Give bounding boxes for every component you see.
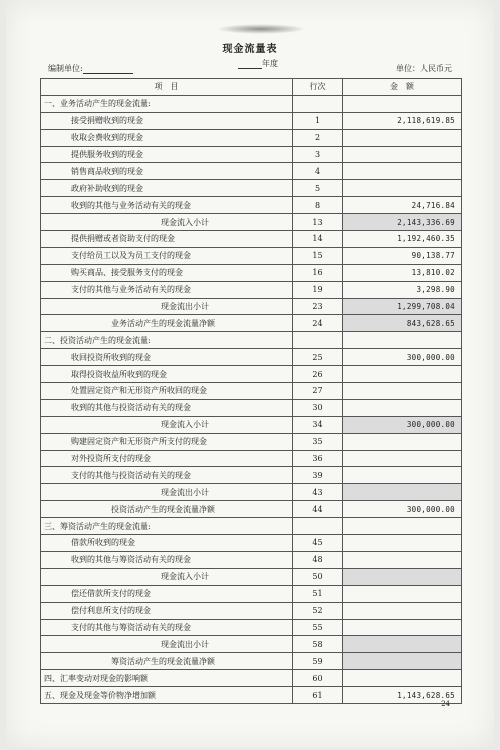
table-row bbox=[41, 484, 462, 501]
table-row bbox=[41, 551, 462, 568]
row-line-number: 24 bbox=[293, 315, 343, 332]
row-label: 投资活动产生的现金流量净额 bbox=[41, 501, 293, 518]
row-label: 收回投资所收到的现金 bbox=[41, 349, 293, 366]
row-amount bbox=[343, 636, 462, 653]
table-row bbox=[41, 197, 462, 214]
row-line-number: 48 bbox=[293, 551, 343, 568]
row-line-number: 13 bbox=[293, 214, 343, 231]
row-line-number: 35 bbox=[293, 433, 343, 450]
row-label: 二、投资活动产生的现金流量: bbox=[41, 332, 293, 349]
table-row bbox=[41, 619, 462, 636]
document-page bbox=[6, 0, 494, 748]
header-amount: 金 额 bbox=[343, 79, 462, 96]
row-line-number: 34 bbox=[293, 416, 343, 433]
row-amount bbox=[343, 518, 462, 535]
row-line-number: 59 bbox=[293, 653, 343, 670]
row-amount bbox=[343, 670, 462, 687]
row-line-number bbox=[293, 332, 343, 349]
table-row bbox=[41, 653, 462, 670]
row-line-number: 43 bbox=[293, 484, 343, 501]
table-row bbox=[41, 180, 462, 197]
row-line-number bbox=[293, 518, 343, 535]
year-label: 年度 bbox=[262, 59, 278, 68]
row-amount: 2,118,619.85 bbox=[343, 112, 462, 129]
row-label: 销售商品收到的现金 bbox=[41, 163, 293, 180]
row-label: 借款所收到的现金 bbox=[41, 535, 293, 552]
table-row bbox=[41, 535, 462, 552]
row-amount: 13,810.02 bbox=[343, 264, 462, 281]
row-line-number: 52 bbox=[293, 602, 343, 619]
header-line-no: 行次 bbox=[293, 79, 343, 96]
row-label: 提供服务收到的现金 bbox=[41, 146, 293, 163]
year-blank bbox=[238, 59, 262, 69]
row-line-number: 51 bbox=[293, 585, 343, 602]
table-row bbox=[41, 433, 462, 450]
row-label: 取得投资收益所收到的现金 bbox=[41, 366, 293, 383]
table-row bbox=[41, 247, 462, 264]
row-line-number: 58 bbox=[293, 636, 343, 653]
row-line-number: 5 bbox=[293, 180, 343, 197]
row-label: 业务活动产生的现金流量净额 bbox=[41, 315, 293, 332]
row-line-number: 36 bbox=[293, 450, 343, 467]
table-row bbox=[41, 636, 462, 653]
row-label: 购买商品、接受服务支付的现金 bbox=[41, 264, 293, 281]
table-row bbox=[41, 163, 462, 180]
page-number: 24 bbox=[441, 700, 450, 708]
row-amount: 90,138.77 bbox=[343, 247, 462, 264]
row-amount bbox=[343, 535, 462, 552]
row-label: 支付的其他与投资活动有关的现金 bbox=[41, 467, 293, 484]
row-amount bbox=[343, 602, 462, 619]
row-label: 四、汇率变动对现金的影响额 bbox=[41, 670, 293, 687]
table-row bbox=[41, 264, 462, 281]
row-line-number: 26 bbox=[293, 366, 343, 383]
row-label: 支付的其他与筹资活动有关的现金 bbox=[41, 619, 293, 636]
table-row bbox=[41, 450, 462, 467]
header-item: 项 目 bbox=[41, 79, 293, 96]
table-header-row bbox=[41, 79, 462, 96]
row-label: 接受捐赠收到的现金 bbox=[41, 112, 293, 129]
table-row bbox=[41, 332, 462, 349]
row-amount bbox=[343, 163, 462, 180]
row-amount: 1,192,460.35 bbox=[343, 231, 462, 248]
row-label: 现金流入小计 bbox=[41, 568, 293, 585]
row-label: 现金流出小计 bbox=[41, 636, 293, 653]
table-row bbox=[41, 231, 462, 248]
row-line-number: 23 bbox=[293, 298, 343, 315]
row-amount bbox=[343, 585, 462, 602]
table-row bbox=[41, 416, 462, 433]
row-label: 收到的其他与筹资活动有关的现金 bbox=[41, 551, 293, 568]
row-line-number: 3 bbox=[293, 146, 343, 163]
row-amount: 843,628.65 bbox=[343, 315, 462, 332]
row-amount bbox=[343, 366, 462, 383]
row-line-number: 16 bbox=[293, 264, 343, 281]
row-amount: 2,143,336.69 bbox=[343, 214, 462, 231]
table-row bbox=[41, 214, 462, 231]
row-amount bbox=[343, 551, 462, 568]
row-amount bbox=[343, 484, 462, 501]
row-line-number: 8 bbox=[293, 197, 343, 214]
table-row bbox=[41, 670, 462, 687]
row-amount bbox=[343, 450, 462, 467]
row-amount bbox=[343, 332, 462, 349]
row-amount bbox=[343, 568, 462, 585]
table-row bbox=[41, 298, 462, 315]
row-label: 处置固定资产和无形资产所收回的现金 bbox=[41, 383, 293, 400]
table-row bbox=[41, 687, 462, 704]
row-label: 现金流入小计 bbox=[41, 416, 293, 433]
row-amount bbox=[343, 399, 462, 416]
table-row bbox=[41, 112, 462, 129]
row-line-number: 15 bbox=[293, 247, 343, 264]
table-row bbox=[41, 501, 462, 518]
stamp-smudge bbox=[216, 24, 306, 34]
row-label: 对外投资所支付的现金 bbox=[41, 450, 293, 467]
cash-flow-table bbox=[40, 78, 462, 704]
row-label: 提供捐赠或者资助支付的现金 bbox=[41, 231, 293, 248]
row-label: 支付给员工以及为员工支付的现金 bbox=[41, 247, 293, 264]
row-amount: 300,000.00 bbox=[343, 501, 462, 518]
row-amount bbox=[343, 653, 462, 670]
row-amount: 1,143,628.65 bbox=[343, 687, 462, 704]
preparer-field bbox=[48, 63, 133, 74]
row-line-number: 19 bbox=[293, 281, 343, 298]
row-line-number bbox=[293, 95, 343, 112]
row-line-number: 61 bbox=[293, 687, 343, 704]
row-line-number: 55 bbox=[293, 619, 343, 636]
table-row bbox=[41, 602, 462, 619]
table-row bbox=[41, 95, 462, 112]
row-line-number: 30 bbox=[293, 399, 343, 416]
document-title: 现金流量表 bbox=[222, 44, 278, 55]
table-row bbox=[41, 399, 462, 416]
table-row bbox=[41, 281, 462, 298]
row-line-number: 4 bbox=[293, 163, 343, 180]
row-line-number: 25 bbox=[293, 349, 343, 366]
row-line-number: 60 bbox=[293, 670, 343, 687]
row-label: 收到的其他与投资活动有关的现金 bbox=[41, 399, 293, 416]
row-line-number: 39 bbox=[293, 467, 343, 484]
row-amount: 1,299,708.04 bbox=[343, 298, 462, 315]
row-line-number: 44 bbox=[293, 501, 343, 518]
row-amount bbox=[343, 433, 462, 450]
table-row bbox=[41, 315, 462, 332]
row-amount bbox=[343, 619, 462, 636]
row-label: 收到的其他与业务活动有关的现金 bbox=[41, 197, 293, 214]
row-amount bbox=[343, 383, 462, 400]
table-row bbox=[41, 568, 462, 585]
table-row bbox=[41, 518, 462, 535]
row-label: 三、筹资活动产生的现金流量: bbox=[41, 518, 293, 535]
row-line-number: 14 bbox=[293, 231, 343, 248]
row-line-number: 2 bbox=[293, 129, 343, 146]
row-amount bbox=[343, 180, 462, 197]
row-amount bbox=[343, 95, 462, 112]
row-label: 筹资活动产生的现金流量净额 bbox=[41, 653, 293, 670]
row-line-number: 27 bbox=[293, 383, 343, 400]
preparer-label: 编制单位: bbox=[48, 64, 83, 73]
row-amount: 300,000.00 bbox=[343, 349, 462, 366]
row-amount bbox=[343, 129, 462, 146]
row-amount: 3,298.90 bbox=[343, 281, 462, 298]
row-label: 偿还借款所支付的现金 bbox=[41, 585, 293, 602]
row-label: 偿付利息所支付的现金 bbox=[41, 602, 293, 619]
table-row bbox=[41, 585, 462, 602]
row-label: 现金流出小计 bbox=[41, 484, 293, 501]
table-row bbox=[41, 129, 462, 146]
row-label: 购建固定资产和无形资产所支付的现金 bbox=[41, 433, 293, 450]
table-row bbox=[41, 349, 462, 366]
table-row bbox=[41, 366, 462, 383]
row-label: 五、现金及现金等价物净增加额 bbox=[41, 687, 293, 704]
row-label: 收取会费收到的现金 bbox=[41, 129, 293, 146]
preparer-blank bbox=[83, 64, 133, 74]
row-label: 一、业务活动产生的现金流量: bbox=[41, 95, 293, 112]
table-row bbox=[41, 467, 462, 484]
row-amount bbox=[343, 146, 462, 163]
row-label: 现金流出小计 bbox=[41, 298, 293, 315]
currency-unit: 单位：人民币元 bbox=[396, 64, 452, 73]
row-line-number: 1 bbox=[293, 112, 343, 129]
row-label: 支付的其他与业务活动有关的现金 bbox=[41, 281, 293, 298]
row-amount bbox=[343, 467, 462, 484]
row-label: 现金流入小计 bbox=[41, 214, 293, 231]
table-row bbox=[41, 383, 462, 400]
table-row bbox=[41, 146, 462, 163]
row-line-number: 50 bbox=[293, 568, 343, 585]
row-amount: 300,000.00 bbox=[343, 416, 462, 433]
year-field bbox=[238, 58, 278, 69]
row-label: 政府补助收到的现金 bbox=[41, 180, 293, 197]
row-amount: 24,716.84 bbox=[343, 197, 462, 214]
row-line-number: 45 bbox=[293, 535, 343, 552]
